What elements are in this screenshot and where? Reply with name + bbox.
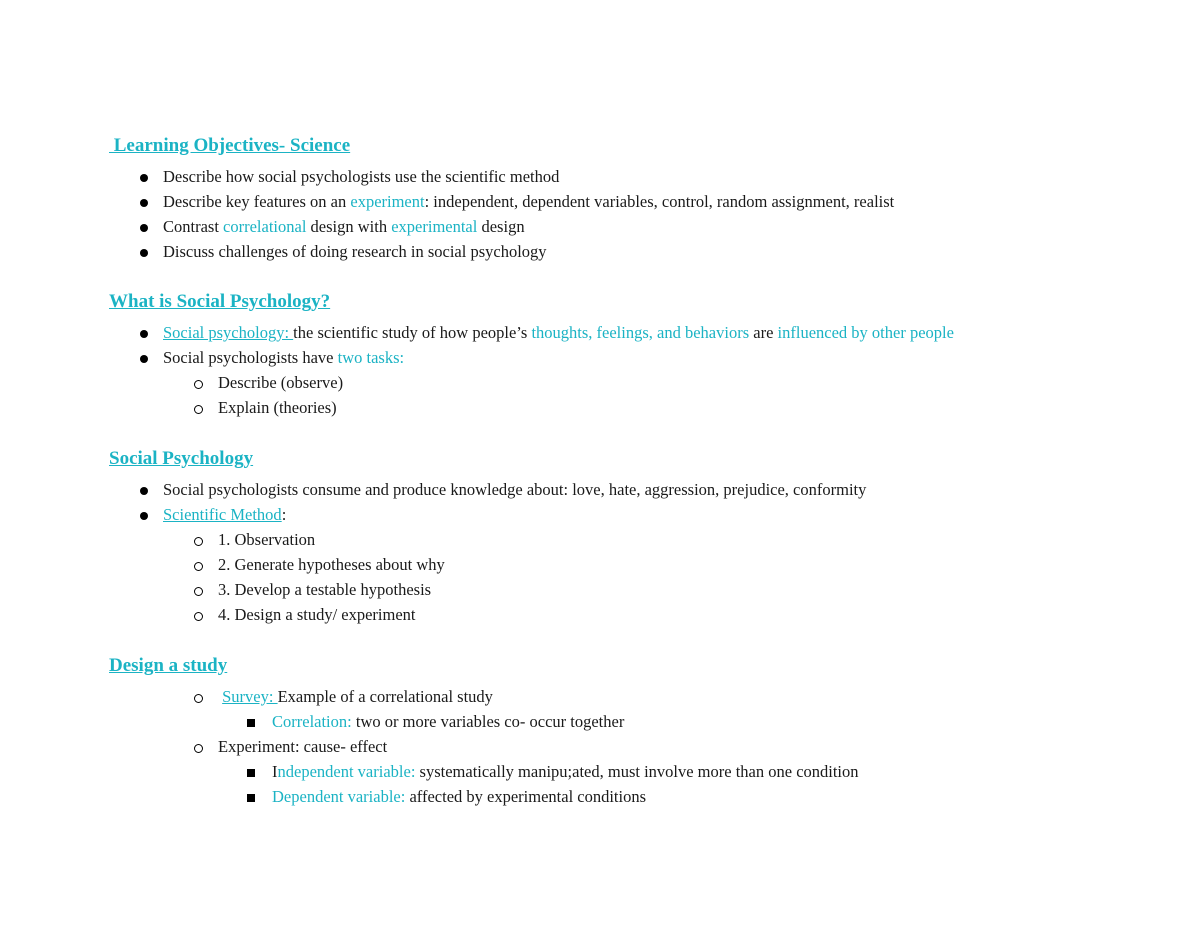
list-item: Explain (theories) xyxy=(218,398,337,417)
bullet-square-icon xyxy=(243,762,259,782)
bullet-square-icon xyxy=(243,712,259,732)
heading-social-psychology: Social Psychology xyxy=(109,448,254,469)
bullet-square-icon xyxy=(243,787,259,807)
bullet-circle-icon xyxy=(190,373,206,393)
list-item: Describe key features on an experiment: independent, dependent variables, control, random assignment, realist xyxy=(163,192,895,211)
list-item: 4. Design a study/ experiment xyxy=(218,605,416,624)
heading-design-a-study: Design a study xyxy=(109,655,228,676)
bullet-circle-icon xyxy=(190,530,206,550)
list-item: Scientific Method: xyxy=(163,505,287,524)
bullet-dot-icon xyxy=(136,323,152,343)
bullet-dot-icon xyxy=(136,192,152,212)
bullet-dot-icon xyxy=(136,242,152,262)
list-item: Describe (observe) xyxy=(218,373,344,392)
list-item: Social psychologists have two tasks: xyxy=(163,348,405,367)
bullet-circle-icon xyxy=(190,605,206,625)
list-item: Survey: Example of a correlational study xyxy=(222,687,493,706)
list-item: 3. Develop a testable hypothesis xyxy=(218,580,432,599)
list-item: Correlation: two or more variables co- occur together xyxy=(272,712,625,731)
bullet-dot-icon xyxy=(136,167,152,187)
list-item: Experiment: cause- effect xyxy=(218,737,388,756)
bullet-circle-icon xyxy=(190,398,206,418)
bullet-circle-icon xyxy=(190,737,206,757)
list-item: 2. Generate hypotheses about why xyxy=(218,555,445,574)
bullet-circle-icon xyxy=(190,687,206,707)
list-item: Social psychologists consume and produce knowledge about: love, hate, aggression, prejudice, conformity xyxy=(163,480,867,499)
bullet-dot-icon xyxy=(136,480,152,500)
heading-what-is-social-psychology: What is Social Psychology? xyxy=(109,291,331,312)
list-item: 1. Observation xyxy=(218,530,316,549)
list-item: Dependent variable: affected by experimental conditions xyxy=(272,787,647,806)
list-item: Contrast correlational design with experimental design xyxy=(163,217,525,236)
list-item: Independent variable: systematically manipu;ated, must involve more than one condition xyxy=(272,762,859,781)
list-item: Discuss challenges of doing research in social psychology xyxy=(163,242,547,261)
heading-learning-objectives: Learning Objectives- Science xyxy=(109,135,351,156)
bullet-circle-icon xyxy=(190,555,206,575)
bullet-dot-icon xyxy=(136,217,152,237)
bullet-dot-icon xyxy=(136,348,152,368)
list-item: Social psychology: the scientific study of how people’s thoughts, feelings, and behaviors are influenced by other people xyxy=(163,323,954,342)
bullet-dot-icon xyxy=(136,505,152,525)
list-item: Describe how social psychologists use the scientific method xyxy=(163,167,560,186)
bullet-circle-icon xyxy=(190,580,206,600)
